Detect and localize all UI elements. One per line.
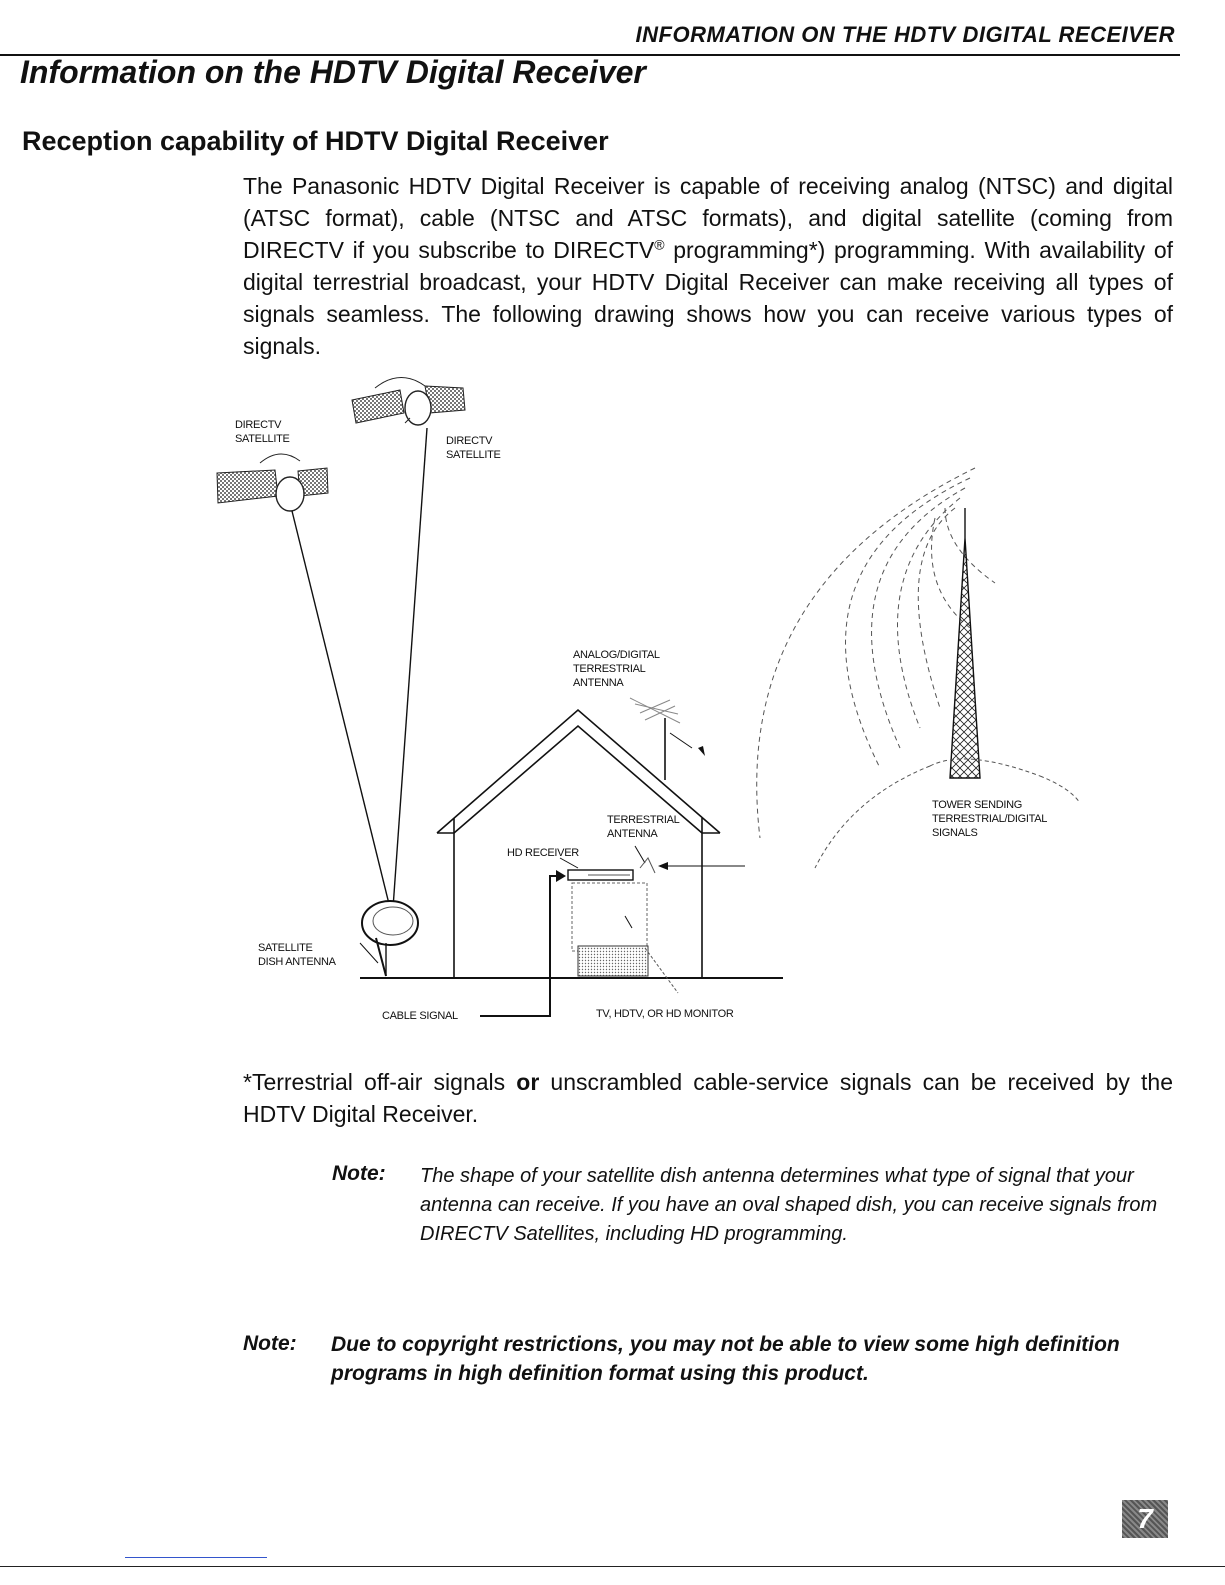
- footnote-part1: *Terrestrial off-air signals: [243, 1069, 517, 1095]
- roof-antenna-label-l1: ANALOG/DIGITAL: [573, 649, 660, 661]
- satellite-left-label-l1: DIRECTV: [235, 419, 282, 431]
- hd-receiver-pointer: [560, 858, 578, 868]
- section-heading: Reception capability of HDTV Digital Receiver: [22, 126, 609, 156]
- satellite-right-label: [446, 435, 501, 461]
- satellite-left-label-l2: SATELLITE: [235, 433, 290, 445]
- terrestrial-antenna-label-l2: ANTENNA: [607, 828, 658, 840]
- page-number-badge: 7: [1122, 1500, 1168, 1538]
- reception-diagram: [200, 368, 1100, 1038]
- running-header: INFORMATION ON THE HDTV DIGITAL RECEIVER: [635, 22, 1175, 47]
- registered-mark: ®: [654, 236, 665, 253]
- satellite-beam-left: [292, 511, 390, 908]
- note-label: Note:: [332, 1162, 386, 1185]
- tower-label-l3: SIGNALS: [932, 827, 978, 839]
- dish-label-l2: DISH ANTENNA: [258, 956, 336, 968]
- note-label: Note:: [243, 1332, 297, 1355]
- cable-signal-line: [480, 870, 566, 1016]
- bottom-rule: [0, 1566, 1225, 1567]
- cable-signal-label: CABLE SIGNAL: [382, 1010, 458, 1022]
- intro-paragraph: [243, 170, 1173, 362]
- footnote-part2: unscrambled cable-service signals can be received by the HDTV Digital Receiver.: [243, 1069, 1173, 1127]
- page-title: Information on the HDTV Digital Receiver: [20, 54, 646, 90]
- hd-receiver-icon: [568, 870, 633, 880]
- tower-label: [932, 799, 1049, 839]
- bottom-link-line: [125, 1557, 267, 1558]
- satellite-dish-icon: [360, 901, 418, 976]
- terrestrial-antenna-label: [607, 814, 682, 840]
- monitor-pointer: [645, 948, 678, 993]
- satellite-left-icon: [217, 454, 328, 511]
- roof-antenna-icon: [630, 698, 705, 780]
- dish-label: [258, 942, 337, 968]
- tower-signal-arrowhead: [658, 862, 668, 870]
- terrestrial-antenna-label-l1: TERRESTRIAL: [607, 814, 680, 826]
- footnote-bold: or: [516, 1069, 540, 1095]
- note-text: Due to copyright restrictions, you may not be able to view some high definition programs in high definition format using this product.: [331, 1333, 1120, 1385]
- note-text: The shape of your satellite dish antenna determines what type of signal that your antenna can receive. If you have an oval shaped dish, you can receive signals from DIRECTV Satellites, including HD programming.: [420, 1165, 1158, 1245]
- intro-text-part1: The Panasonic HDTV Digital Receiver is capable of receiving analog (NTSC) and digital (ATSC format), cable (NTSC and ATSC formats), and digital satellite (coming from DIRECTV if you subscribe to DIRECTV: [243, 173, 1173, 263]
- indoor-antenna-icon: [640, 858, 655, 873]
- dish-label-l1: SATELLITE: [258, 942, 313, 954]
- satellite-beam-right: [393, 428, 427, 908]
- roof-antenna-label-l3: ANTENNA: [573, 677, 624, 689]
- satellite-left-label: [235, 419, 290, 445]
- monitor-label: TV, HDTV, OR HD MONITOR: [596, 1008, 734, 1020]
- satellite-top-icon: [352, 377, 465, 425]
- satellite-right-label-l2: SATELLITE: [446, 449, 501, 461]
- footnote-paragraph: [243, 1066, 1173, 1130]
- terrestrial-antenna-pointer: [635, 846, 645, 863]
- roof-antenna-label-l2: TERRESTRIAL: [573, 663, 646, 675]
- tower-label-l1: TOWER SENDING: [932, 799, 1023, 811]
- tower-label-l2: TERRESTRIAL/DIGITAL: [932, 813, 1047, 825]
- roof-antenna-label: [573, 649, 662, 689]
- hd-receiver-label: HD RECEIVER: [507, 847, 579, 859]
- tv-monitor-icon: [572, 883, 648, 976]
- satellite-right-label-l1: DIRECTV: [446, 435, 493, 447]
- intro-text-part2: programming*) programming. With availability of digital terrestrial broadcast, your HDTV Digital Receiver can make receiving all types of signals seamless. The following drawing shows how you can receive various types of signals.: [243, 237, 1173, 359]
